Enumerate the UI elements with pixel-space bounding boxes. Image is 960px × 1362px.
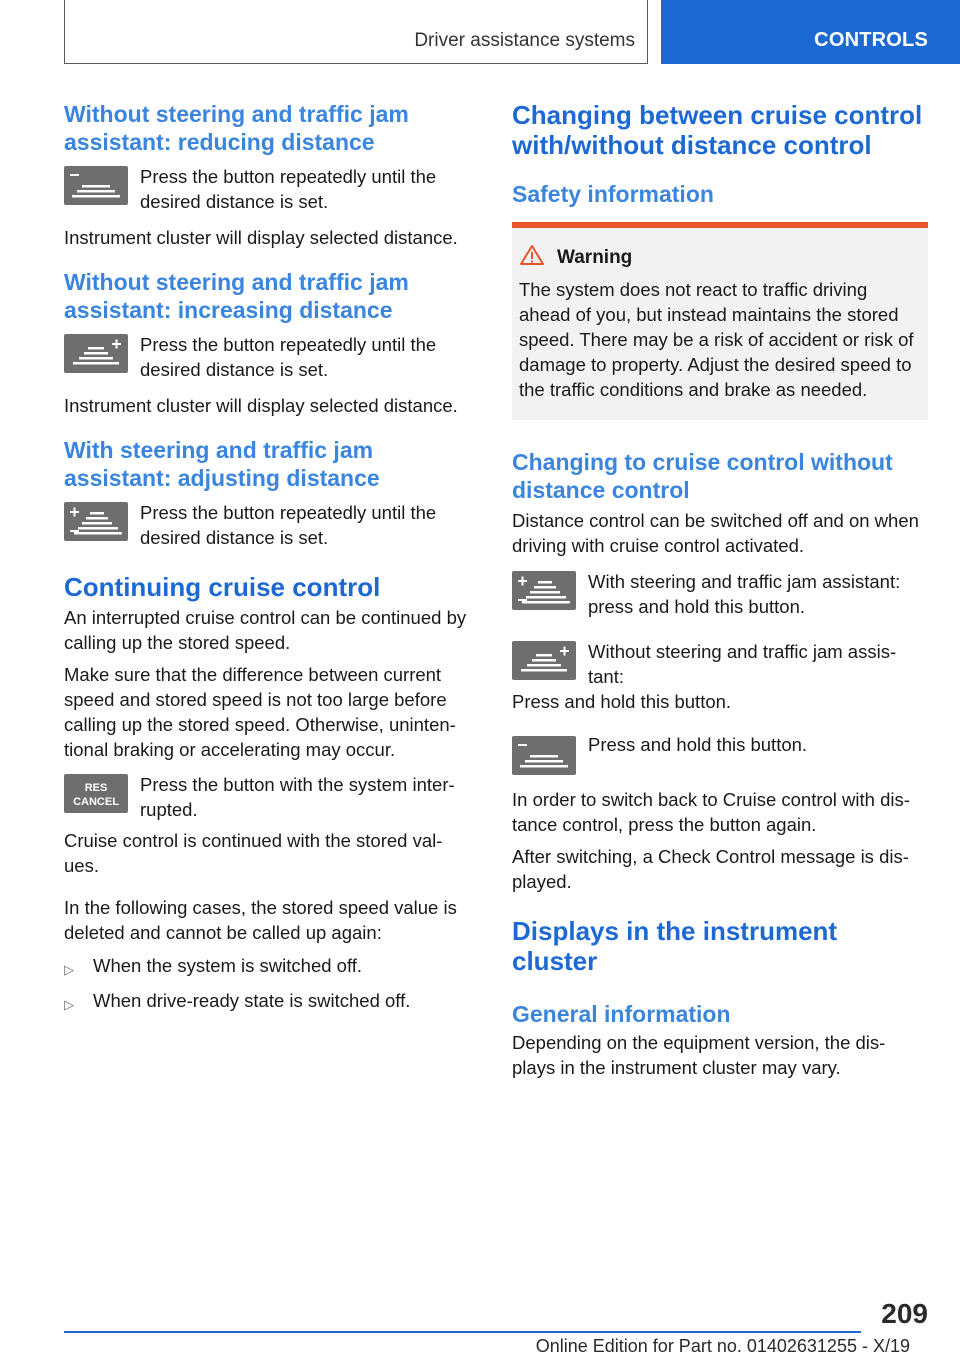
warning-triangle-icon [519, 244, 545, 271]
distance-minus-button-icon [64, 166, 128, 205]
distance-plus-button-icon [512, 641, 576, 680]
press-hold-text: Press and hold this button. [588, 734, 808, 755]
heading-adjusting-distance: With steering and traffic jam assistant: adjusting distance [64, 437, 380, 491]
distance-minus-button-icon [512, 736, 576, 775]
header-chapter-title: CONTROLS [814, 29, 928, 51]
continuing-p4: In the following cases, the stored speed value is deleted and cannot be called up again: [64, 897, 457, 943]
reduce-distance-after: Instrument cluster will display selected distance. [64, 227, 458, 248]
heading-continuing-cruise: Continuing cruise control [64, 572, 381, 602]
heading-general-information: General information [512, 1001, 731, 1027]
continuing-p1: An interrupted cruise control can be continued by calling up the stored speed. [64, 607, 467, 653]
warning-title: Warning [557, 246, 633, 268]
triangle-bullet-icon: ▷ [64, 997, 74, 1012]
footer-edition: Online Edition for Part no. 01402631255 - X/19 [535, 1336, 910, 1356]
page-number: 209 [881, 1298, 928, 1329]
general-text: Depending on the equipment version, the dis-plays in the instrument cluster may vary. [512, 1032, 886, 1078]
steering-assistant-row [512, 569, 928, 619]
no-steering-assistant-row [512, 639, 928, 689]
triangle-bullet-icon: ▷ [64, 962, 74, 977]
footer-divider [64, 1331, 861, 1333]
header-section-tab [64, 0, 648, 64]
continuing-p3: Cruise control is continued with the stored val-ues. [64, 830, 443, 876]
cancel-label: CANCEL [73, 796, 119, 808]
press-hold-row [512, 734, 928, 775]
header-chapter-tab [661, 0, 960, 64]
bullet-text: When drive-ready state is switched off. [93, 990, 411, 1011]
changing-p1: Distance control can be switched off and on when driving with cruise control activated. [512, 510, 919, 556]
distance-adjust-button-icon [512, 571, 576, 610]
heading-changing-without: Changing to cruise control without distance control [512, 449, 893, 503]
heading-increasing-distance: Without steering and traffic jam assistant: increasing distance [64, 269, 409, 323]
header-section-title: Driver assistance systems [414, 30, 635, 51]
continuing-p2: Make sure that the difference between current speed and stored speed is not too large before calling up the stored speed. Otherwise, uninten-tional braking or accelerating may occur. [64, 664, 456, 760]
no-steering-assistant-text: Without steering and traffic jam assis-tant: [588, 641, 897, 687]
bullet-text: When the system is switched off. [93, 955, 363, 976]
warning-text: The system does not react to traffic driving ahead of you, but instead maintains the stored speed. There may be a risk of accident or risk of damage to property. Adjust the desired speed to the traffic conditions and brake as needed. [519, 279, 914, 400]
left-column [64, 100, 472, 1023]
res-cancel-row [64, 772, 472, 822]
right-column [512, 100, 928, 1087]
distance-plus-button-icon [64, 334, 128, 373]
changing-p3: In order to switch back to Cruise control with dis-tance control, press the button again. [512, 789, 910, 835]
increase-distance-row [64, 332, 472, 382]
adjust-distance-row [64, 500, 472, 550]
list-item [64, 988, 472, 1017]
res-label: RES [84, 782, 108, 794]
heading-displays-instrument: Displays in the instrument cluster [512, 916, 838, 976]
increase-distance-after: Instrument cluster will display selected distance. [64, 395, 458, 416]
res-cancel-button-icon [64, 774, 128, 813]
warning-box [512, 222, 928, 420]
distance-adjust-button-icon [64, 502, 128, 541]
warning-header [519, 244, 921, 271]
reduce-distance-row [64, 164, 472, 214]
steering-assistant-text: With steering and traffic jam assistant: press and hold this button. [588, 571, 901, 617]
adjust-distance-text: Press the button repeatedly until the desired distance is set. [140, 502, 437, 548]
changing-p4: After switching, a Check Control message is dis-played. [512, 846, 909, 892]
list-item [64, 953, 472, 982]
heading-changing-between: Changing between cruise control with/without distance control [512, 100, 923, 160]
heading-safety-information: Safety information [512, 181, 714, 207]
increase-distance-text: Press the button repeatedly until the desired distance is set. [140, 334, 437, 380]
res-cancel-text: Press the button with the system inter-rupted. [140, 774, 455, 820]
heading-reducing-distance: Without steering and traffic jam assistant: reducing distance [64, 101, 409, 155]
reduce-distance-text: Press the button repeatedly until the desired distance is set. [140, 166, 437, 212]
changing-p2: Press and hold this button. [512, 691, 732, 712]
